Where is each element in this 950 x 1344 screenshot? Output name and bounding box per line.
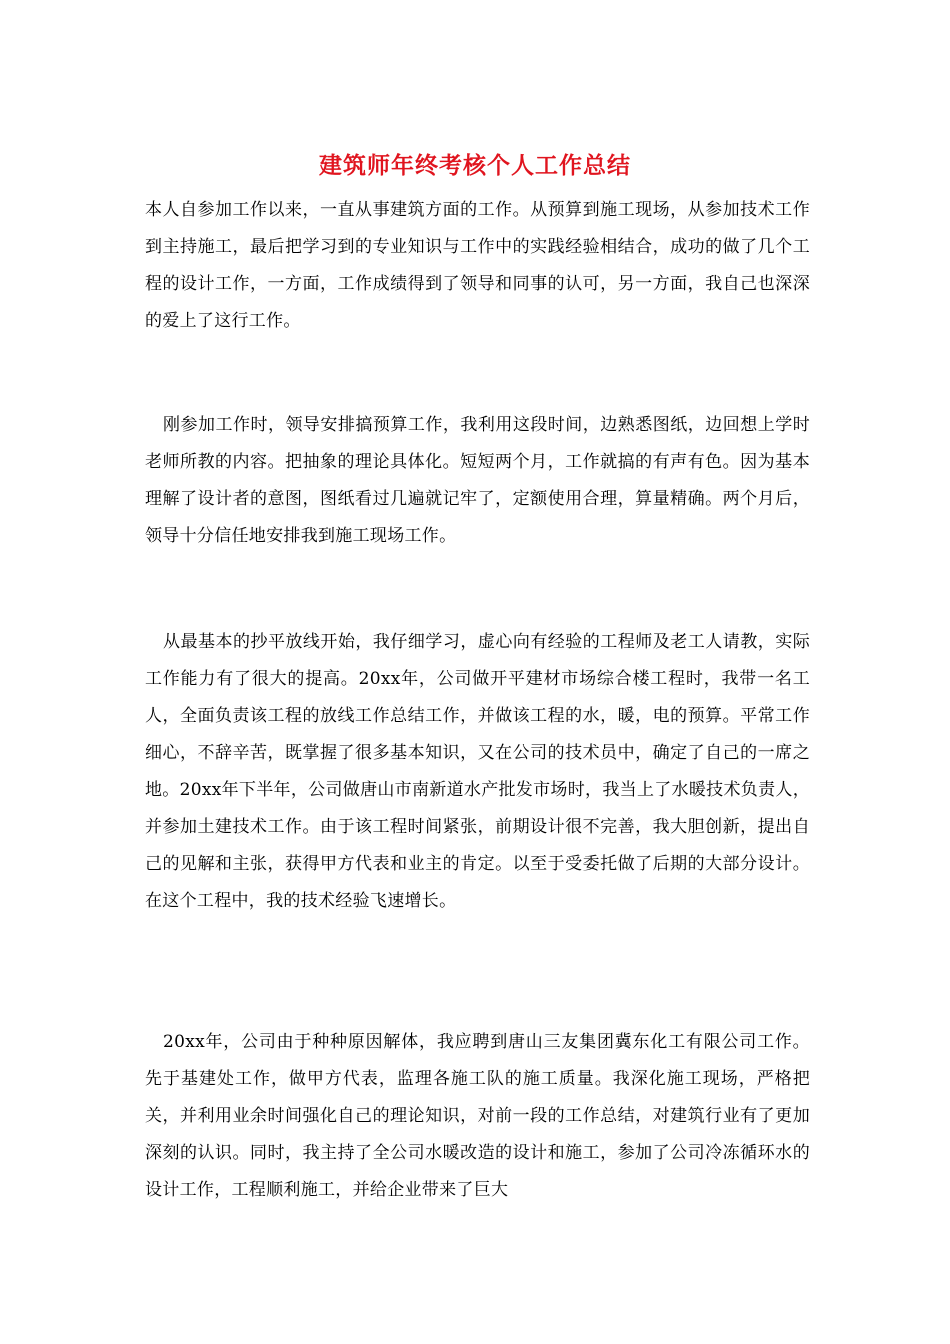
paragraph-budget-work: 刚参加工作时，领导安排搞预算工作，我利用这段时间，边熟悉图纸，边回想上学时老师所教的内容。把抽象的理论具体化。短短两个月，工作就搞的有声有色。因为基本理解了设计者的意图，图纸看过几遍就记牢了，定额使用合理，算量精确。两个月后，领导十分信任地安排我到施工现场工作。	[145, 415, 810, 546]
paragraph-new-employer: 20xx年，公司由于种种原因解体，我应聘到唐山三友集团冀东化工有限公司工作。先于基建处工作，做甲方代表，监理各施工队的施工质量。我深化施工现场，严格把关，并利用业余时间强化自己的理论知识，对前一段的工作总结，对建筑行业有了更加深刻的认识。同时，我主持了全公司水暖改造的设计和施工，参加了公司冷冻循环水的设计工作，工程顺利施工，并给企业带来了巨大	[145, 1032, 810, 1200]
paragraph-site-work: 从最基本的抄平放线开始，我仔细学习，虚心向有经验的工程师及老工人请教，实际工作能力有了很大的提高。20xx年，公司做开平建材市场综合楼工程时，我带一名工人，全面负责该工程的放线工作总结工作，并做该工程的水，暖，电的预算。平常工作细心，不辞辛苦，既掌握了很多基本知识，又在公司的技术员中，确定了自己的一席之地。20xx年下半年，公司做唐山市南新道水产批发市场时，我当上了水暖技术负责人，并参加土建技术工作。由于该工程时间紧张，前期设计很不完善，我大胆创新，提出自己的见解和主张，获得甲方代表和业主的肯定。以至于受委托做了后期的大部分设计。在这个工程中，我的技术经验飞速增长。	[145, 632, 810, 911]
document-title: 建筑师年终考核个人工作总结	[319, 152, 631, 179]
paragraph-intro: 本人自参加工作以来，一直从事建筑方面的工作。从预算到施工现场，从参加技术工作到主持施工，最后把学习到的专业知识与工作中的实践经验相结合，成功的做了几个工程的设计工作，一方面，工作成绩得到了领导和同事的认可，另一方面，我自己也深深的爱上了这行工作。	[145, 200, 810, 331]
